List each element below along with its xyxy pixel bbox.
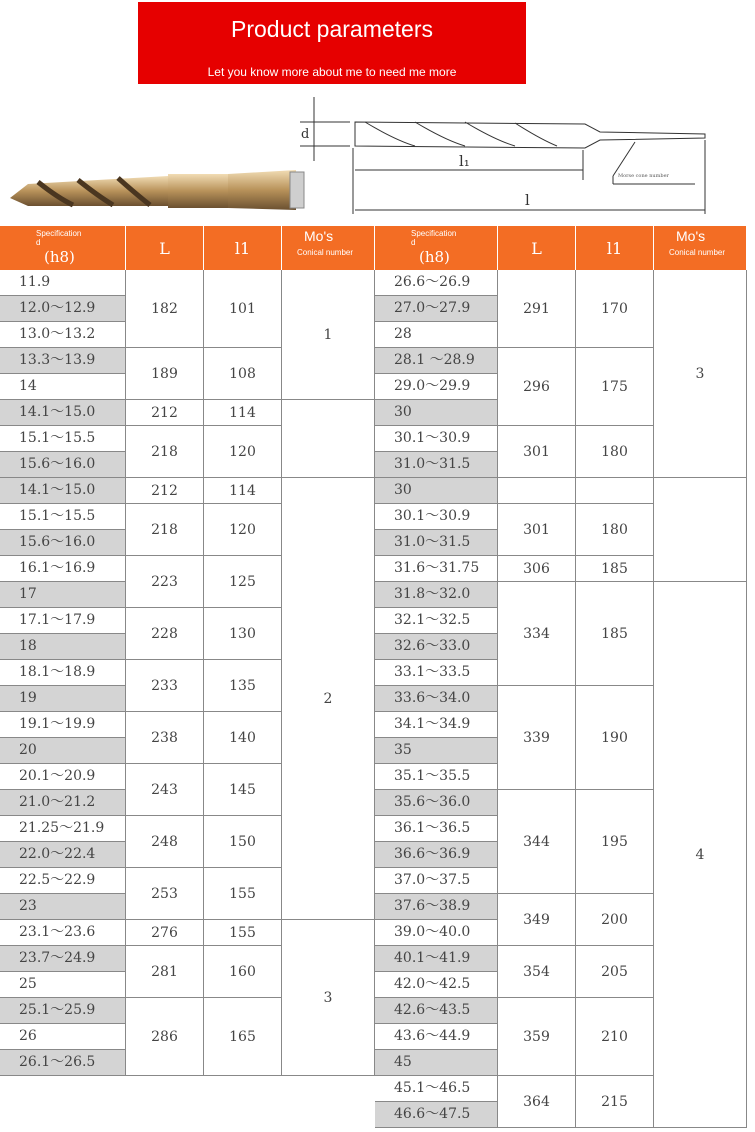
length-L-cell: 334 (498, 582, 576, 686)
length-l1-cell: 160 (204, 946, 282, 998)
banner-subtitle: Let you know more about me to need me more (207, 65, 457, 79)
length-l1-cell: 155 (204, 868, 282, 920)
spec-cell: 42.0～42.5 (375, 972, 498, 998)
length-L-cell: 182 (126, 270, 204, 348)
length-L-cell: 291 (498, 270, 576, 348)
length-l1-cell: 180 (576, 426, 654, 478)
morse-number-cell: 1 (282, 270, 375, 400)
length-L-cell: 223 (126, 556, 204, 608)
length-L-cell: 364 (498, 1076, 576, 1128)
length-l1-cell (576, 478, 654, 504)
length-L-cell: 286 (126, 998, 204, 1076)
spec-cell: 23.7～24.9 (0, 946, 126, 972)
header-spec-left: Specification d (h8) (0, 226, 126, 270)
length-L-cell: 354 (498, 946, 576, 998)
spec-cell: 40.1～41.9 (375, 946, 498, 972)
length-l1-cell: 175 (576, 348, 654, 426)
length-L-cell: 344 (498, 790, 576, 894)
spec-cell: 14.1～15.0 (0, 478, 126, 504)
length-L-cell: 339 (498, 686, 576, 790)
length-L-cell: 218 (126, 426, 204, 478)
spec-cell: 20 (0, 738, 126, 764)
length-l1-cell: 114 (204, 400, 282, 426)
spec-cell: 12.0～12.9 (0, 296, 126, 322)
length-l1-cell: 165 (204, 998, 282, 1076)
length-l1-cell: 150 (204, 816, 282, 868)
length-l1-cell: 195 (576, 790, 654, 894)
spec-cell: 26.6～26.9 (375, 270, 498, 296)
length-l1-cell: 170 (576, 270, 654, 348)
spec-cell: 28 (375, 322, 498, 348)
spec-cell: 27.0～27.9 (375, 296, 498, 322)
spec-cell: 30 (375, 400, 498, 426)
length-l1-cell: 155 (204, 920, 282, 946)
spec-cell: 20.1～20.9 (0, 764, 126, 790)
length-L-cell: 301 (498, 426, 576, 478)
spec-cell: 30.1～30.9 (375, 426, 498, 452)
length-l1-cell: 108 (204, 348, 282, 400)
spec-cell: 14 (0, 374, 126, 400)
spec-cell: 19 (0, 686, 126, 712)
spec-cell: 46.6～47.5 (375, 1102, 498, 1128)
morse-number-cell: 3 (654, 270, 747, 478)
spec-cell: 35.6～36.0 (375, 790, 498, 816)
diagram-label-d: d (301, 127, 310, 142)
length-l1-cell: 210 (576, 998, 654, 1076)
length-l1-cell: 120 (204, 504, 282, 556)
length-l1-cell: 180 (576, 504, 654, 556)
spec-cell: 14.1～15.0 (0, 400, 126, 426)
length-L-cell: 189 (126, 348, 204, 400)
length-L-cell: 281 (126, 946, 204, 998)
diagram-label-morse: Morse cone number (618, 173, 669, 179)
length-L-cell: 301 (498, 504, 576, 556)
spec-cell: 33.6～34.0 (375, 686, 498, 712)
spec-cell: 13.0～13.2 (0, 322, 126, 348)
spec-cell: 15.6～16.0 (0, 530, 126, 556)
spec-cell: 19.1～19.9 (0, 712, 126, 738)
spec-cell: 23.1～23.6 (0, 920, 126, 946)
length-L-cell: 253 (126, 868, 204, 920)
spec-cell: 43.6～44.9 (375, 1024, 498, 1050)
spec-cell: 13.3～13.9 (0, 348, 126, 374)
header-L-right: L (498, 226, 576, 270)
length-L-cell: 359 (498, 998, 576, 1076)
spec-cell: 31.8～32.0 (375, 582, 498, 608)
spec-cell: 25.1～25.9 (0, 998, 126, 1024)
spec-cell: 28.1 ～28.9 (375, 348, 498, 374)
length-l1-cell: 185 (576, 556, 654, 582)
length-l1-cell: 140 (204, 712, 282, 764)
spec-cell: 32.1～32.5 (375, 608, 498, 634)
length-l1-cell: 125 (204, 556, 282, 608)
spec-cell: 18 (0, 634, 126, 660)
spec-cell: 17 (0, 582, 126, 608)
length-L-cell: 276 (126, 920, 204, 946)
spec-cell: 18.1～18.9 (0, 660, 126, 686)
morse-number-cell: 3 (282, 920, 375, 1076)
drill-schematic-diagram (295, 92, 715, 217)
spec-cell: 31.0～31.5 (375, 530, 498, 556)
header-l1-left: l1 (204, 226, 282, 270)
length-L-cell: 306 (498, 556, 576, 582)
morse-number-cell: 4 (654, 582, 747, 1128)
spec-cell: 17.1～17.9 (0, 608, 126, 634)
spec-cell: 31.0～31.5 (375, 452, 498, 478)
length-L-cell: 243 (126, 764, 204, 816)
length-l1-cell: 200 (576, 894, 654, 946)
product-parameters-banner (138, 2, 526, 84)
header-l1-right: l1 (576, 226, 654, 270)
spec-cell: 30.1～30.9 (375, 504, 498, 530)
morse-blank-cell (654, 478, 747, 582)
spec-cell: 37.0～37.5 (375, 868, 498, 894)
spec-cell: 29.0～29.9 (375, 374, 498, 400)
length-l1-cell: 185 (576, 582, 654, 686)
spec-cell: 32.6～33.0 (375, 634, 498, 660)
morse-number-cell: 2 (282, 478, 375, 920)
length-L-cell: 212 (126, 478, 204, 504)
spec-cell: 22.5～22.9 (0, 868, 126, 894)
banner-title: Product parameters (231, 16, 433, 42)
diagram-label-l1: l₁ (459, 152, 470, 170)
spec-cell: 45.1～46.5 (375, 1076, 498, 1102)
length-L-cell: 349 (498, 894, 576, 946)
length-L-cell: 212 (126, 400, 204, 426)
length-L-cell: 233 (126, 660, 204, 712)
spec-cell: 35.1～35.5 (375, 764, 498, 790)
spec-cell: 36.1～36.5 (375, 816, 498, 842)
length-l1-cell: 215 (576, 1076, 654, 1128)
spec-cell: 34.1～34.9 (375, 712, 498, 738)
spec-cell: 25 (0, 972, 126, 998)
spec-cell: 23 (0, 894, 126, 920)
length-l1-cell: 190 (576, 686, 654, 790)
spec-cell: 15.1～15.5 (0, 426, 126, 452)
drill-bit-photo (8, 168, 308, 214)
diagram-label-l: l (525, 191, 530, 209)
length-l1-cell: 135 (204, 660, 282, 712)
spec-cell: 16.1～16.9 (0, 556, 126, 582)
header-morse-left: Mo's Conical number (282, 226, 375, 270)
spec-cell: 26 (0, 1024, 126, 1050)
spec-cell: 30 (375, 478, 498, 504)
spec-cell: 39.0～40.0 (375, 920, 498, 946)
header-spec-right: Specification d (h8) (375, 226, 498, 270)
length-l1-cell: 120 (204, 426, 282, 478)
length-L-cell: 218 (126, 504, 204, 556)
length-l1-cell: 130 (204, 608, 282, 660)
spec-cell: 21.25～21.9 (0, 816, 126, 842)
length-L-cell: 296 (498, 348, 576, 426)
spec-cell: 26.1～26.5 (0, 1050, 126, 1076)
header-L-left: L (126, 226, 204, 270)
length-l1-cell: 101 (204, 270, 282, 348)
spec-cell: 21.0～21.2 (0, 790, 126, 816)
spec-cell: 36.6～36.9 (375, 842, 498, 868)
length-l1-cell: 145 (204, 764, 282, 816)
spec-cell: 22.0～22.4 (0, 842, 126, 868)
spec-cell: 42.6～43.5 (375, 998, 498, 1024)
spec-cell: 35 (375, 738, 498, 764)
spec-cell: 15.6～16.0 (0, 452, 126, 478)
spec-cell: 33.1～33.5 (375, 660, 498, 686)
length-l1-cell: 114 (204, 478, 282, 504)
spec-cell: 31.6～31.75 (375, 556, 498, 582)
spec-cell: 15.1～15.5 (0, 504, 126, 530)
length-L-cell: 248 (126, 816, 204, 868)
header-morse-right: Mo's Conical number (654, 226, 747, 270)
length-L-cell: 228 (126, 608, 204, 660)
spec-cell: 45 (375, 1050, 498, 1076)
length-L-cell (498, 478, 576, 504)
morse-blank-cell (282, 400, 375, 478)
spec-cell: 37.6～38.9 (375, 894, 498, 920)
length-L-cell: 238 (126, 712, 204, 764)
length-l1-cell: 205 (576, 946, 654, 998)
spec-cell: 11.9 (0, 270, 126, 296)
